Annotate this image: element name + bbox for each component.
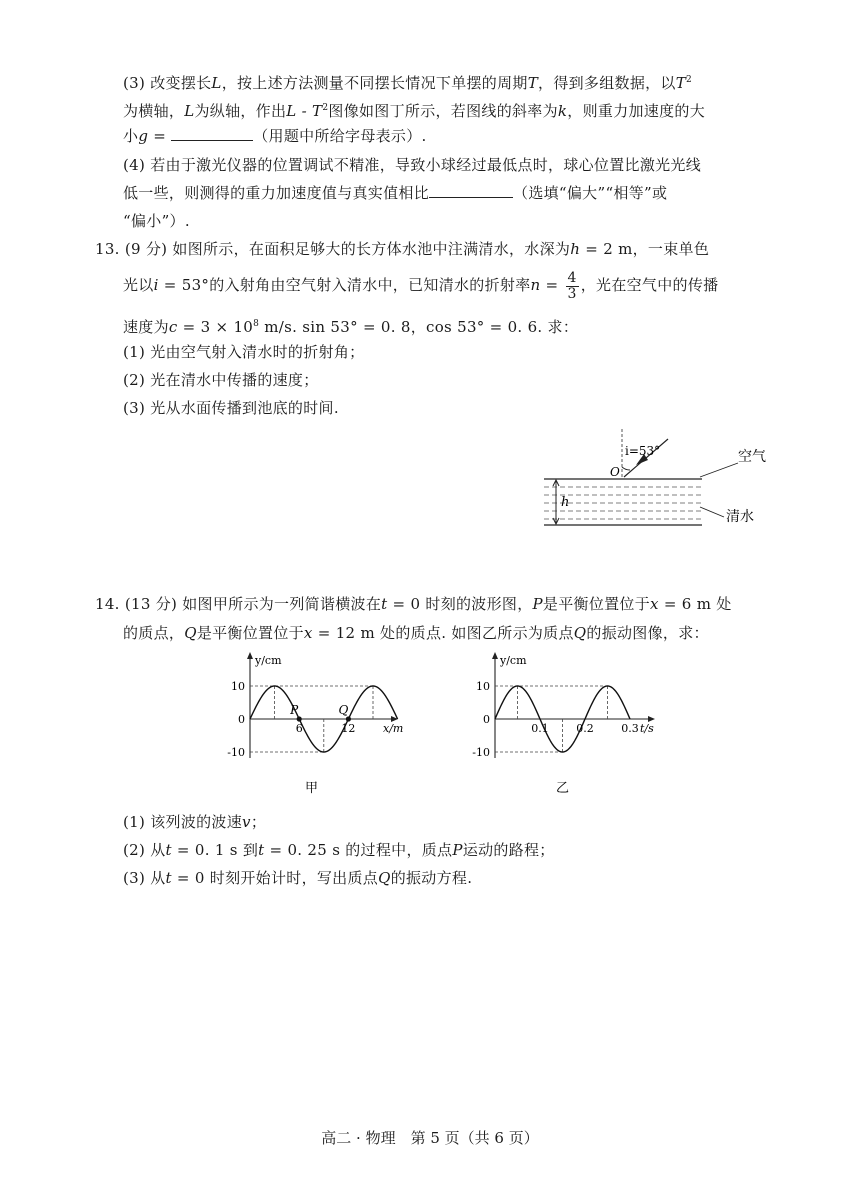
x-axis-label: t/s xyxy=(640,722,654,735)
incidence-angle-label: i=53° xyxy=(625,444,661,458)
q14-sub1: (1) 该列波的波速v； xyxy=(123,813,267,831)
y-tick-label: -10 xyxy=(227,746,245,759)
q13-stem-line2: 光以i = 53°的入射角由空气射入清水中，已知清水的折射率n = $\frac{4}{3}$ ，光在空气中的传播 xyxy=(123,269,719,302)
page-footer: 高二 · 物理 第 5 页（共 6 页） xyxy=(321,1129,539,1147)
q13-stem-line1: 13. (9 分) 如图所示，在面积足够大的长方体水池中注满清水，水深为h = 2 m，一束单色 xyxy=(95,240,710,258)
x-tick-label: 6 xyxy=(295,722,303,735)
angle-arc xyxy=(622,467,630,470)
point-P xyxy=(297,716,302,721)
q14-stem-line1: 14. (13 分) 如图甲所示为一列简谐横波在t = 0 时刻的波形图，P是平衡位置位于x = 6 m 处 xyxy=(95,595,732,613)
q12-part3-line3: 小g = （用题中所给字母表示）. xyxy=(123,127,427,145)
q12-part3-line2: 为横轴，L为纵轴，作出L - $T^2$图像如图丁所示，若图线的斜率为k，则重力加速度的大 xyxy=(123,102,705,120)
figure-caption: 甲 xyxy=(304,781,319,796)
point-Q xyxy=(346,716,351,721)
x-tick-label: 0.2 xyxy=(576,722,594,735)
vibration-graph-yi xyxy=(458,650,668,800)
x-tick-label: 0.1 xyxy=(531,722,549,735)
x-tick-label: 0.3 xyxy=(621,722,639,735)
q13-sub3: (3) 光从水面传播到池底的时间. xyxy=(123,399,339,417)
origin-label: O xyxy=(610,465,620,479)
refraction-diagram xyxy=(540,425,780,535)
q12-part4-line1: (4) 若由于激光仪器的位置调试不精准，导致小球经过最低点时，球心位置比激光光线 xyxy=(123,156,702,174)
y-tick-label: 0 xyxy=(238,713,245,726)
q14-stem-line2: 的质点，Q是平衡位置位于x = 12 m 处的质点. 如图乙所示为质点Q的振动图像，求： xyxy=(123,624,709,642)
depth-label: h xyxy=(561,495,570,510)
q13-sub1: (1) 光由空气射入清水时的折射角； xyxy=(123,343,365,361)
answer-blank-g[interactable] xyxy=(171,126,253,141)
q12-part3-line1: (3) 改变摆长L，按上述方法测量不同摆长情况下单摆的周期T，得到多组数据，以$T^2$ xyxy=(123,74,693,92)
q13-stem-line3: 速度为$c = 3 \times 10^8$ m/s. sin 53° = 0. 8，cos 53° = 0. 6. 求： xyxy=(123,318,579,336)
water-label: 清水 xyxy=(726,509,754,525)
y-axis-label: y/cm xyxy=(255,654,282,667)
y-axis-arrow xyxy=(247,652,253,659)
y-tick-label: 0 xyxy=(483,713,490,726)
figure-caption: 乙 xyxy=(555,781,570,796)
air-leader xyxy=(700,463,738,477)
q13-sub2: (2) 光在清水中传播的速度； xyxy=(123,371,319,389)
q14-sub3: (3) 从t = 0 时刻开始计时，写出质点Q的振动方程. xyxy=(123,869,473,887)
y-axis-arrow xyxy=(492,652,498,659)
point-label-P: P xyxy=(290,703,299,717)
q12-part4-line3: “偏小”）. xyxy=(123,212,190,230)
wave-graph-jia xyxy=(215,650,415,800)
q12-part4-line2: 低一些，则测得的重力加速度值与真实值相比 （选填“偏大”“相等”或 xyxy=(123,184,668,202)
point-label-Q: Q xyxy=(338,703,349,717)
y-axis-label: y/cm xyxy=(500,654,527,667)
y-tick-label: 10 xyxy=(231,680,245,693)
refractive-index-fraction: $\frac{4}{3}$ xyxy=(567,269,577,302)
answer-blank-compare[interactable] xyxy=(429,183,513,198)
y-tick-label: -10 xyxy=(472,746,490,759)
air-label: 空气 xyxy=(738,449,766,465)
x-axis-label: x/m xyxy=(383,722,404,735)
y-tick-label: 10 xyxy=(476,680,490,693)
q14-sub2: (2) 从t = 0. 1 s 到t = 0. 25 s 的过程中，质点P运动的路程； xyxy=(123,841,555,859)
water-leader xyxy=(700,507,724,517)
x-tick-label: 12 xyxy=(341,722,356,735)
